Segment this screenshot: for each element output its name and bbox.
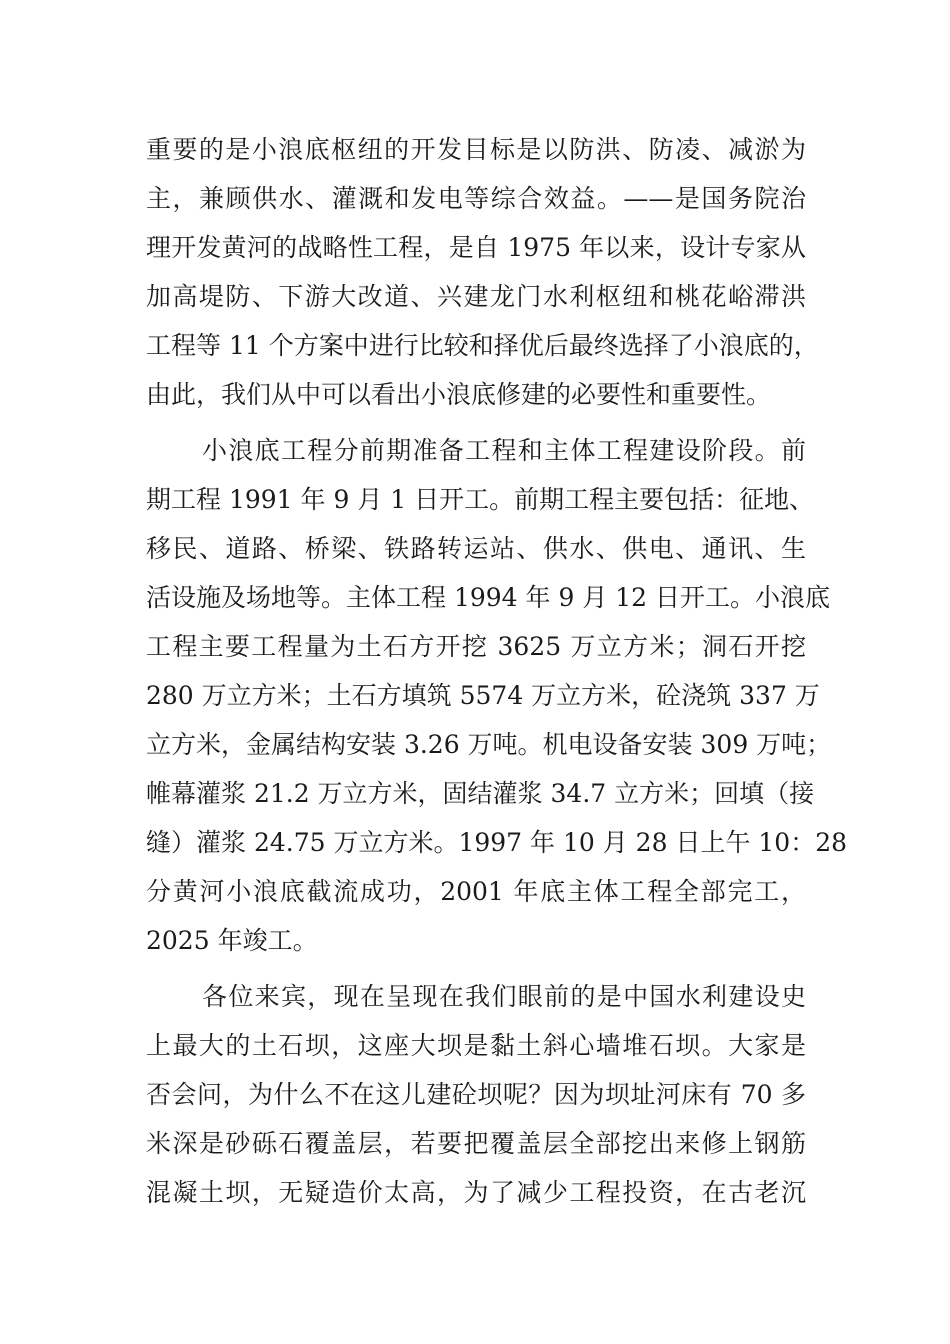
- text-line: 2025 年竣工。: [146, 926, 318, 955]
- text-line: 小浪底工程分前期准备工程和主体工程建设阶段。前: [202, 436, 806, 465]
- paragraph-1: [146, 125, 819, 419]
- text-line: 理开发黄河的战略性工程，是自 1975 年以来，设计专家从: [146, 233, 806, 262]
- paragraph-gap: [146, 965, 806, 972]
- text-line: 立方米，金属结构安装 3.26 万吨。机电设备安装 309 万吨；: [146, 730, 832, 759]
- text-line: 否会问，为什么不在这儿建砼坝呢？因为坝址河床有 70 多: [146, 1080, 806, 1109]
- text-line: 分黄河小浪底截流成功，2001 年底主体工程全部完工，: [146, 877, 806, 906]
- text-line: 缝）灌浆 24.75 万立方米。1997 年 10 月 28 日上午 10：28: [146, 828, 848, 857]
- paragraph-3: [146, 972, 806, 1217]
- paragraph-gap: [146, 419, 806, 426]
- text-line: 重要的是小浪底枢纽的开发目标是以防洪、防凌、减淤为: [146, 135, 806, 164]
- text-line: 帷幕灌浆 21.2 万立方米，固结灌浆 34.7 立方米；回填（接: [146, 779, 815, 808]
- text-line: 各位来宾，现在呈现在我们眼前的是中国水利建设史: [202, 982, 806, 1011]
- text-line: 混凝土坝，无疑造价太高，为了减少工程投资，在古老沉: [146, 1178, 806, 1207]
- text-line: 由此，我们从中可以看出小浪底修建的必要性和重要性。: [146, 380, 772, 409]
- text-line: 上最大的土石坝，这座大坝是黏土斜心墙堆石坝。大家是: [146, 1031, 806, 1060]
- text-line: 工程等 11 个方案中进行比较和择优后最终选择了小浪底的，: [146, 331, 819, 360]
- text-line: 活设施及场地等。主体工程 1994 年 9 月 12 日开工。小浪底: [146, 583, 831, 612]
- text-line: 移民、道路、桥梁、铁路转运站、供水、供电、通讯、生: [146, 534, 806, 563]
- text-line: 加高堤防、下游大改道、兴建龙门水利枢纽和桃花峪滞洪: [146, 282, 806, 311]
- text-line: 280 万立方米；土石方填筑 5574 万立方米，砼浇筑 337 万: [146, 681, 820, 710]
- text-line: 工程主要工程量为土石方开挖 3625 万立方米；洞石开挖: [146, 632, 806, 661]
- body-text: [146, 125, 848, 1217]
- text-line: 主，兼顾供水、灌溉和发电等综合效益。——是国务院治: [146, 184, 806, 213]
- text-line: 米深是砂砾石覆盖层，若要把覆盖层全部挖出来修上钢筋: [146, 1129, 806, 1158]
- paragraph-2: [146, 426, 848, 965]
- text-line: 期工程 1991 年 9 月 1 日开工。前期工程主要包括：征地、: [146, 485, 815, 514]
